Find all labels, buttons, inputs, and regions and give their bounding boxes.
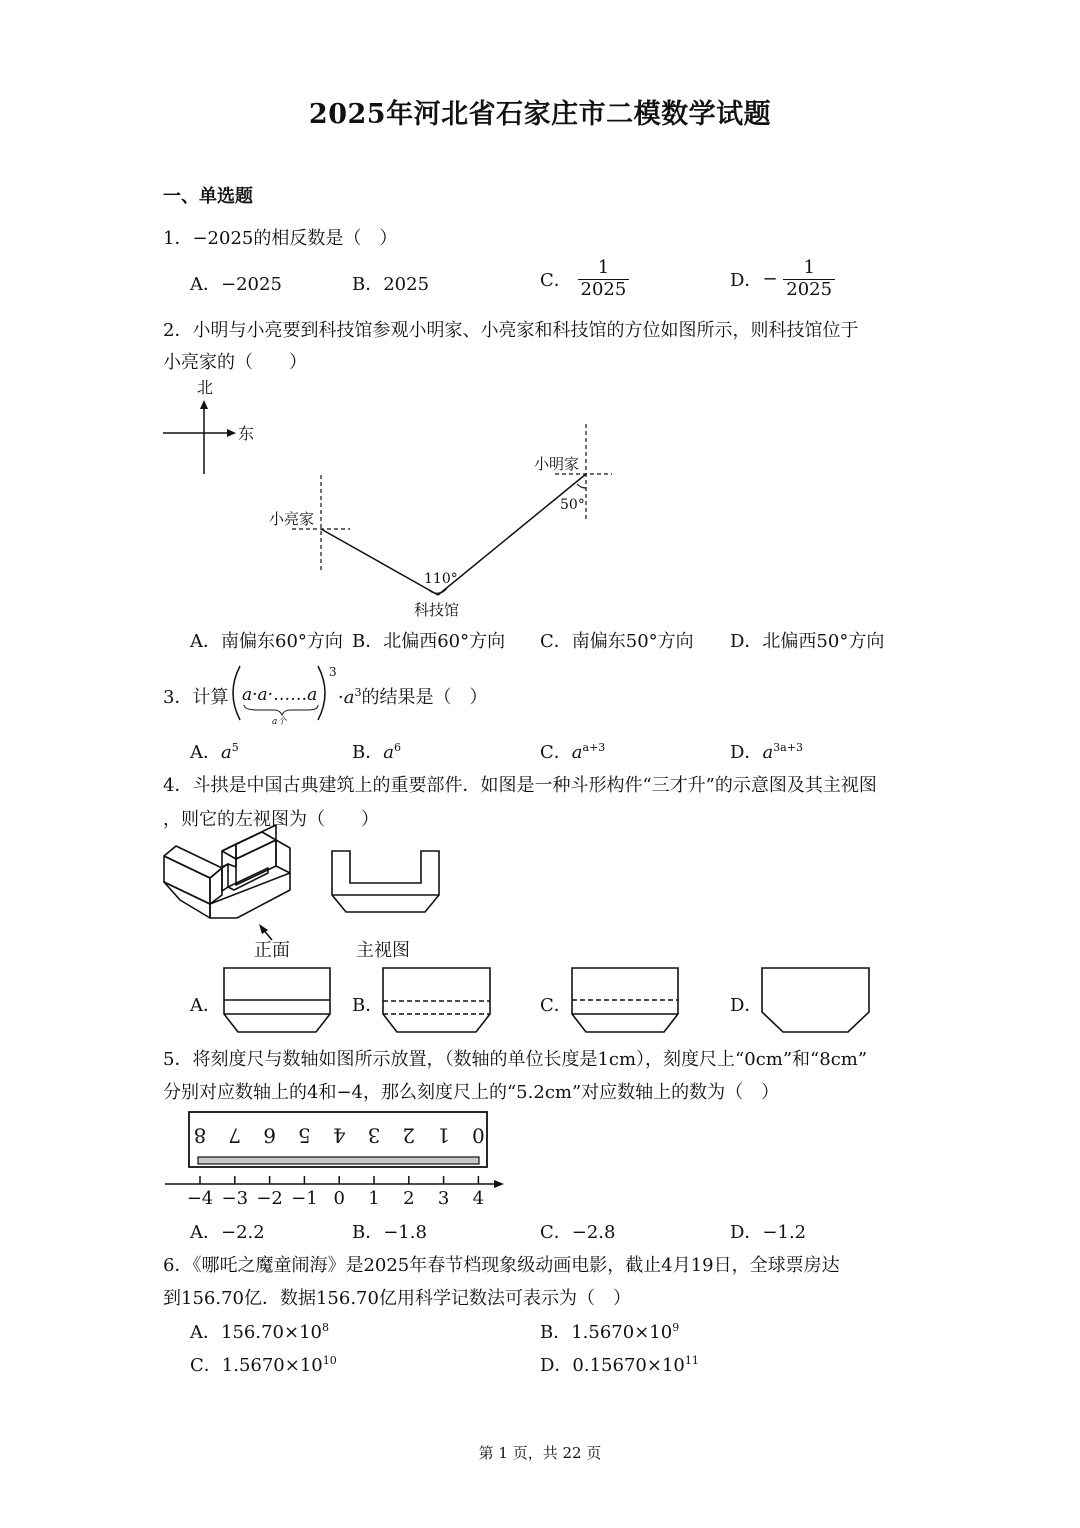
axis-tick-label: 3 [437,1188,450,1209]
axis-tick-label: −1 [291,1188,318,1209]
q1-option-c[interactable]: C． $\frac{1}{2025}$ [540,258,629,300]
q2-stem-line1: 2．小明与小亮要到科技馆参观小明家、小亮家和科技馆的方位如图所示，则科技馆位于 [163,320,859,341]
q5-option-d[interactable]: D．−1.2 [730,1222,807,1243]
xiaoliang-label: 小亮家 [269,510,315,528]
east-label: 东 [238,424,255,443]
ruler-digit: 1 [437,1123,450,1148]
q5-stem-line1: 5．将刻度尺与数轴如图所示放置，（数轴的单位长度是1cm），刻度尺上“0cm”和“8cm” [163,1049,868,1070]
q5-stem-line2: 分别对应数轴上的4和−4，那么刻度尺上的“5.2cm”对应数轴上的数为（ ） [163,1082,780,1103]
axis-tick-label: −2 [256,1188,283,1209]
q3-option-c[interactable]: C．$a^{a+3}$ [540,741,606,763]
section-header: 一、单选题 [163,186,253,207]
q2-option-b[interactable]: B．北偏西60°方向 [352,631,506,652]
front-label: 正面 [254,940,290,961]
axis-tick-label: 1 [368,1188,380,1209]
q6-option-a[interactable]: A．$156.70\times 10^8$ [190,1321,329,1343]
q3-tail: $\cdot a^3$的结果是（ ） [338,686,488,708]
axis-arrow-icon [494,1180,504,1188]
main-view-label: 主视图 [356,940,410,961]
ruler-digit: 5 [298,1123,311,1148]
q3-prefix: 3．计算 [163,687,229,708]
ruler-digit: 2 [402,1123,416,1148]
q5-option-c[interactable]: C．−2.8 [540,1222,616,1243]
q3-option-a[interactable]: A．$a^5$ [190,741,239,763]
q4-option-d[interactable]: D． [730,995,763,1016]
museum-label: 科技馆 [414,601,460,619]
q1-option-a[interactable]: A．−2025 [190,274,282,295]
q3-option-b[interactable]: B．$a^6$ [352,741,401,763]
ruler-digit: 7 [228,1123,242,1148]
q3-inner-product: a·a·……a [242,685,318,705]
q5-option-b[interactable]: B．−1.8 [352,1222,427,1243]
q1-option-d[interactable]: D．− $\frac{1}{2025}$ [730,258,835,300]
q1-d-denominator: 2025 [786,278,833,300]
page-footer: 第 1 页，共 22 页 [478,1444,602,1462]
ruler-digit: 0 [472,1123,485,1148]
ruler-digit: 4 [332,1123,346,1148]
q1-c-numerator: 1 [578,258,630,280]
axis-tick-label: 0 [333,1188,345,1209]
q1-option-b[interactable]: B．2025 [352,274,430,295]
q3-brace-label: a个 [272,717,287,727]
q1-stem: 1．−2025的相反数是（ ） [163,228,398,249]
q6-option-c[interactable]: C．$1.5670\times 10^{10}$ [190,1354,337,1376]
axis-tick-label: −3 [221,1188,249,1209]
q4-stem-line1: 4．斗拱是中国古典建筑上的重要部件．如图是一种斗形构件“三才升”的示意图及其主视图 [163,775,877,796]
q4-stem-line2: ，则它的左视图为（ ） [163,809,379,830]
q6-stem-line2: 到156.70亿．数据156.70亿用科学记数法可表示为（ ） [163,1288,631,1309]
q4-option-b[interactable]: B． [352,995,384,1016]
q6-option-b[interactable]: B．$1.5670\times 10^9$ [540,1321,680,1343]
q6-option-d[interactable]: D．$0.15670\times 10^{11}$ [540,1354,699,1376]
ruler-digit: 6 [263,1123,276,1148]
q3-option-d[interactable]: D．$a^{3a+3}$ [730,741,803,763]
angle-50-label: 50° [560,497,585,513]
angle-110-label: 110° [424,571,458,587]
q4-option-a[interactable]: A． [190,995,221,1016]
q3-outer-exponent: 3 [329,665,337,679]
q1-d-numerator: 1 [783,258,835,280]
q1-c-denominator: 2025 [580,278,627,300]
q2-stem-line2: 小亮家的（ ） [163,352,307,373]
q4-option-c[interactable]: C． [540,995,572,1016]
axis-tick-label: 4 [472,1188,485,1209]
q5-option-a[interactable]: A．−2.2 [190,1222,265,1243]
q6-stem-line1: 6．《哪吒之魔童闹海》是2025年春节档现象级动画电影，截止4月19日，全球票房达 [163,1255,840,1276]
north-label: 北 [197,378,214,397]
q2-option-c[interactable]: C．南偏东50°方向 [540,631,694,652]
q2-option-d[interactable]: D．北偏西50°方向 [730,631,885,652]
q2-option-a[interactable]: A．南偏东60°方向 [190,631,343,652]
xiaoming-label: 小明家 [534,455,580,473]
axis-tick-label: 2 [403,1188,415,1209]
axis-tick-label: −4 [186,1188,214,1209]
ruler-digit: 8 [193,1123,207,1148]
ruler-digit: 3 [367,1123,381,1148]
ruler-bar [198,1157,479,1164]
page-title: 2025年河北省石家庄市二模数学试题 [308,99,772,130]
